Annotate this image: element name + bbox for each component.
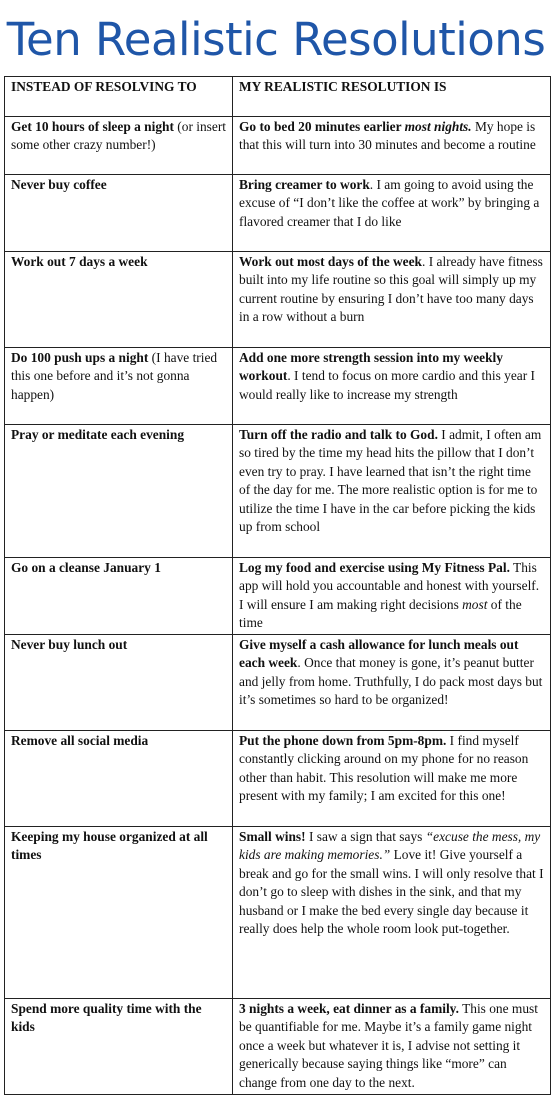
text-segment: . I tend to focus on more cardio and this year I would really like to increase my strength — [239, 368, 536, 402]
text-segment: most nights. — [404, 119, 472, 134]
text-segment: Give myself a cash allowance for lunch meals out each week — [239, 637, 519, 671]
text-segment: Spend more quality time with the kids — [11, 1001, 202, 1035]
text-segment: Add one more strength session into my weekly workout — [239, 350, 503, 384]
text-segment: I find myself constantly clicking around on my phone for no reason other than habit. This resolution will make me more present with my family; I am excited for this one! — [239, 733, 529, 804]
table-row — [5, 252, 551, 348]
cell-realistic-resolution — [233, 425, 551, 558]
text-segment: . I already have fitness built into my life routine so this goal will simply up my current routine by ensuring I don’t have too many days in a row without a burn — [239, 254, 543, 325]
cell-realistic-resolution — [233, 999, 551, 1095]
cell-instead-of — [5, 731, 233, 827]
text-segment: Log my food and exercise using My Fitness Pal. — [239, 560, 510, 575]
text-segment: Get 10 hours of sleep a night — [11, 119, 174, 134]
cell-instead-of — [5, 348, 233, 425]
text-segment: Bring creamer to work — [239, 177, 370, 192]
text-segment: 3 nights a week, eat dinner as a family. — [239, 1001, 459, 1016]
text-segment: of the time — [239, 596, 522, 631]
table-row — [5, 999, 551, 1095]
text-segment: most — [462, 596, 488, 612]
header-realistic-resolution: MY REALISTIC RESOLUTION IS — [233, 77, 551, 117]
text-segment: Go to bed 20 minutes earlier — [239, 119, 405, 134]
table-row — [5, 558, 551, 635]
text-segment: This app will hold you accountable and honest with yourself. I will ensure I am making right decisions — [239, 560, 540, 612]
resolutions-table — [4, 76, 551, 1095]
table-row — [5, 175, 551, 252]
table-row — [5, 348, 551, 425]
text-segment: Never buy coffee — [11, 177, 107, 192]
cell-realistic-resolution — [233, 117, 551, 175]
text-segment: (I have tried this one before and it’s not gonna happen) — [11, 350, 218, 402]
text-segment: Never buy lunch out — [11, 637, 128, 652]
cell-instead-of — [5, 175, 233, 252]
table-row — [5, 425, 551, 558]
text-segment: I admit, I often am so tired by the time my head hits the pillow that I don’t even try to pray. I have learned that isn’t the right time of the day for me. The more realistic option is for me to utilize the time I have in the car before picking the kids up from school — [239, 427, 542, 535]
text-segment: (or insert some other crazy number!) — [11, 119, 226, 153]
cell-realistic-resolution — [233, 252, 551, 348]
text-segment: Small wins! — [239, 829, 306, 844]
text-segment: Work out most days of the week — [239, 254, 423, 269]
cell-realistic-resolution — [233, 175, 551, 252]
text-segment: This one must be quantifiable for me. Maybe it’s a family game night once a week but whatever it is, I advise not setting it generically because saying things like “more” can change from one day to the next. — [239, 1001, 538, 1090]
table-row — [5, 117, 551, 175]
text-segment: Turn off the radio and talk to God. — [239, 427, 438, 442]
header-instead-of: INSTEAD OF RESOLVING TO — [5, 77, 233, 117]
cell-instead-of — [5, 117, 233, 175]
text-segment: . Once that money is gone, it’s peanut butter and jelly from home. Truthfully, I do pack most days but it’s sometimes so hard to be organized! — [239, 655, 543, 708]
text-segment: . I am going to avoid using the excuse of “I don’t like the coffee at work” by bringing a flavored creamer that I do like — [239, 177, 540, 229]
cell-realistic-resolution — [233, 827, 551, 999]
table-header-row — [5, 77, 551, 117]
text-segment: Work out 7 days a week — [11, 254, 148, 269]
cell-instead-of — [5, 252, 233, 348]
cell-instead-of — [5, 999, 233, 1095]
text-segment: Love it! Give yourself a break and go for the small wins. I will only resolve that I don’t go to sleep with dishes in the sink, and that my husband or I make the bed every single day because it really does help the whole room look put-together. — [239, 847, 544, 937]
text-segment: Do 100 push ups a night — [11, 350, 149, 365]
table-row — [5, 731, 551, 827]
text-segment: “excuse the mess, my kids are making memories.” — [239, 829, 541, 863]
text-segment: I saw a sign that says — [305, 829, 426, 844]
text-segment: Put the phone down from 5pm-8pm. — [239, 733, 447, 748]
text-segment: Go on a cleanse January 1 — [11, 560, 161, 575]
text-segment: Remove all social media — [11, 733, 149, 748]
cell-realistic-resolution — [233, 558, 551, 635]
page-title: Ten Realistic Resolutions — [6, 13, 546, 66]
cell-realistic-resolution — [233, 348, 551, 425]
table-row — [5, 827, 551, 999]
cell-instead-of — [5, 425, 233, 558]
cell-instead-of — [5, 635, 233, 731]
cell-realistic-resolution — [233, 635, 551, 731]
text-segment: Pray or meditate each evening — [11, 427, 185, 442]
cell-instead-of — [5, 558, 233, 635]
table-row — [5, 635, 551, 731]
text-segment: Keeping my house organized at all times — [11, 829, 208, 863]
cell-instead-of — [5, 827, 233, 999]
text-segment: My hope is that this will turn into 30 minutes and become a routine — [239, 119, 536, 153]
cell-realistic-resolution — [233, 731, 551, 827]
